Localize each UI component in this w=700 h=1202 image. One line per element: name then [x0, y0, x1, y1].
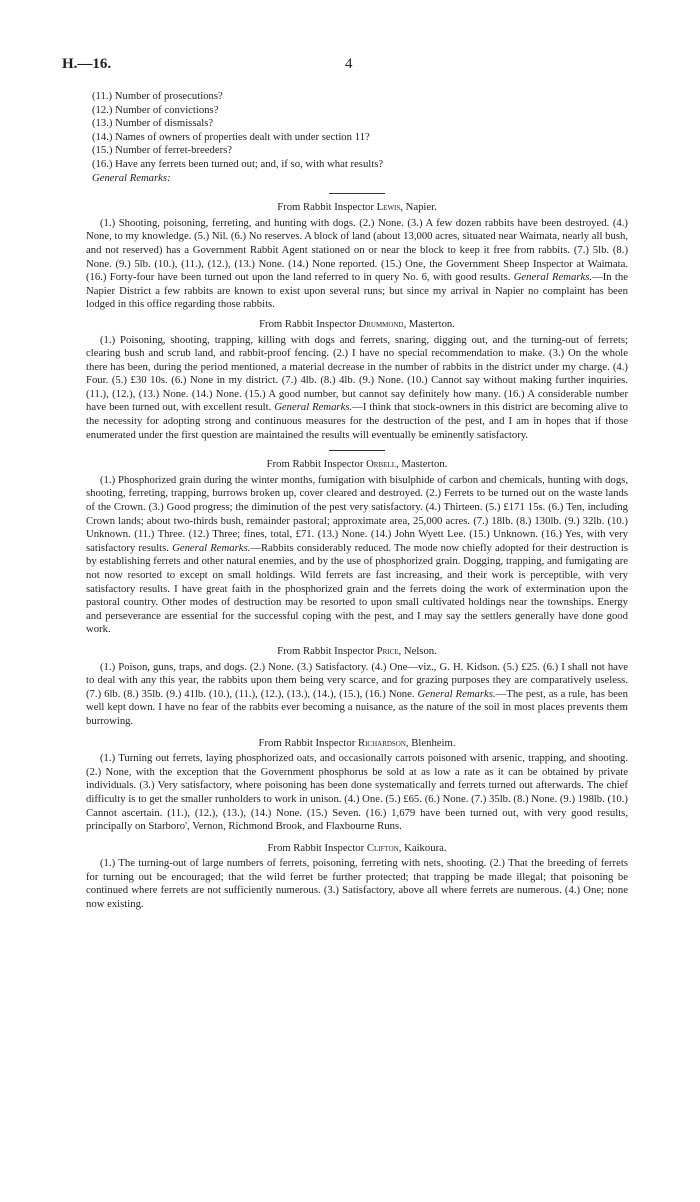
report-paragraph: (1.) Shooting, poisoning, ferreting, and hunting with dogs. (2.) None. (3.) A few dozen rabbits have been destroyed. (4.) None, to my knowledge. (5.) Nil. (6.) No reserves. A block of land (about 13,000 acres, situated near Waimata, nearly all bush, and not reserved) has a Government Rabbit Agent stationed on or near the block to keep it free from rabbits. (7.) 5lb. (8.) None. (9.) 5lb. (10.), (11.), (12.), (13.) None. (14.) None reported. (15.) One, the Government Sheep Inspector at Waimata. (16.) Forty-four have been turned out upon the land referred to in query No. 6, with good results. General Remarks.—In the Napier District a few rabbits are known to exist upon several runs; but since my arrival in Napier no complaint has been lodged in this office regarding those rabbits.	[86, 216, 628, 311]
report-section-orbell	[86, 450, 628, 637]
report-paragraph: (1.) Phosphorized grain during the winter months, fumigation with bisulphide of carbon and chemicals, hunting with dogs, shooting, ferreting, trapping, burrows broken up, cover cleared and destroyed. (2.) Ferrets to be turned out on the waste lands of the Crown. (3.) Good progress; the diminution of the pest very satisfactory. (4.) Thirteen. (5.) £171 15s. (6.) Ten, including Crown lands; about two-thirds bush, remainder pastoral; approximate area, 25,000 acres. (7.) 18lb. (8.) 130lb. (9.) 32lb. (10.) Unknown. (11.) Three. (12.) Three; fines, total, £71. (13.) None. (14.) John Wyett Lee. (15.) Unknown. (16.) Yes, with very satisfactory results. General Remarks.—Rabbits considerably reduced. The mode now chiefly adopted for their destruction is by establishing ferrets and other natural enemies, and by the use of phosphorized grain. Dogging, trapping, and fumigating are not now resorted to except on small holdings. Wild ferrets are fast increasing, and their work is perceptible, with very satisfactory results. I have great faith in the phosphorized grain and the ferrets doing the work of extermination upon the pastoral country. Other modes of destruction may be resorted to upon small cultivated holdings near the townships. Energy and perseverance are essential for the successful coping with the pest, and I may say the settlers generally have done good work.	[86, 473, 629, 636]
remarks-label: General Remarks.	[417, 687, 496, 700]
report-section-richardson	[86, 737, 628, 834]
report-paragraph: (1.) Poison, guns, traps, and dogs. (2.) None. (3.) Satisfactory. (4.) One—viz., G. H. Kidson. (5.) £25. (6.) I shall not have to deal with any this year, the rabbits upon them being very scarce, and for grazing purposes they are comparatively useless. (7.) 6lb. (8.) 35lb. (9.) 41lb. (10.), (11.), (12.), (13.), (14.), (15.), (16.) None. General Remarks.—The pest, as a rule, has been well kept down. I have no fear of the rabbits ever becoming a nuisance, as the nature of the soil in most places prevents them burrowing.	[86, 660, 629, 727]
report-section-drummond	[86, 318, 628, 442]
question-list	[86, 90, 628, 185]
inspector-name: Orbell	[366, 458, 396, 471]
remarks-label: General Remarks.	[274, 401, 353, 414]
section-heading: From Rabbit Inspector Richardson, Blenheim.	[258, 736, 456, 749]
section-divider	[329, 193, 385, 194]
section-heading: From Rabbit Inspector Lewis, Napier.	[277, 201, 437, 214]
general-remarks-label: General Remarks:	[92, 171, 171, 184]
page-number: 4	[345, 56, 353, 72]
question-item: (11.) Number of prosecutions?	[92, 90, 223, 102]
inspector-name: Drummond	[358, 317, 404, 330]
report-paragraph: (1.) Poisoning, shooting, trapping, killing with dogs and ferrets, snaring, digging out, and the turning-out of ferrets; clearing bush and scrub land, and rabbit-proof fencing. (2.) I have no special recommendation to make. (3.) On the whole there has been, during the period mentioned, a material decrease in the number of rabbits in the district under my charge. (4.) Four. (5.) £30 10s. (6.) None in my district. (7.) 4lb. (8.) 4lb. (9.) None. (10.) Cannot say without making further inquiries. (11.), (12.), (13.) None. (14.) None. (15.) A good number, but cannot say definitely how many. (16.) A considerable number have been turned out, with excellent result. General Remarks.—I think that stock-owners in this district are becoming alive to the necessity for adopting strong and continuous measures for the destruction of the pest, and I am in hopes that if those enumerated under the first question are maintained the results will eventually be eminently satisfactory.	[86, 333, 628, 441]
report-paragraph: (1.) The turning-out of large numbers of ferrets, poisoning, ferreting with nets, shooting. (2.) That the breeding of ferrets for turning out be encouraged; that the wild ferret be further protected; that trapping be made illegal; that poisoning be continued where ferrets are not sufficiently numerous. (3.) Satisfactory, above all where ferrets are numerous. (4.) One; none now existing.	[86, 857, 628, 911]
question-item: (14.) Names of owners of properties dealt with under section 11?	[92, 130, 370, 143]
report-section-price	[86, 645, 628, 729]
section-heading: From Rabbit Inspector Orbell, Masterton.	[266, 458, 448, 471]
remarks-label: General Remarks.	[513, 271, 593, 284]
inspector-name: Price	[376, 644, 399, 657]
question-item: (15.) Number of ferret-breeders?	[92, 144, 233, 157]
report-paragraph: (1.) Turning out ferrets, laying phosphorized oats, and occasionally carrots poisoned with arsenic, trapping, and shooting. (2.) None, with the exception that the Government phosphorus be sold at as low a rate as it can be obtained by private individuals. (3.) Very satisfactory, where poisoning has been done systematically and ferrets turned out afterwards. The chief difficulty is to get the smaller runholders to work in unison. (4.) One. (5.) £65. (6.) None. (7.) 35lb. (8.) None. (9.) 198lb. (10.) Cannot ascertain. (11.), (12.), (13.), (14.) None. (15.) Seven. (16.) 1,679 have been turned out, with very good results, principally on Starboro', Vernon, Richmond Brook, and Flaxbourne Runs.	[86, 752, 628, 833]
report-section-clifton	[86, 842, 628, 912]
section-heading: From Rabbit Inspector Drummond, Masterton.	[259, 317, 455, 330]
section-divider	[329, 450, 385, 451]
question-item: (16.) Have any ferrets been turned out; and, if so, with what results?	[92, 157, 384, 170]
document-body	[86, 90, 628, 917]
question-item: (13.) Number of dismissals?	[92, 117, 214, 130]
report-section-lewis	[86, 193, 628, 312]
inspector-name: Lewis	[376, 201, 401, 214]
question-item: (12.) Number of convictions?	[92, 103, 219, 116]
remarks-label: General Remarks.	[172, 541, 251, 554]
document-id: H.—16.	[62, 56, 112, 72]
inspector-name: Clifton	[366, 841, 399, 854]
section-heading: From Rabbit Inspector Price, Nelson.	[277, 644, 437, 657]
section-heading: From Rabbit Inspector Clifton, Kaikoura.	[267, 841, 447, 854]
inspector-name: Richardson	[357, 736, 406, 749]
